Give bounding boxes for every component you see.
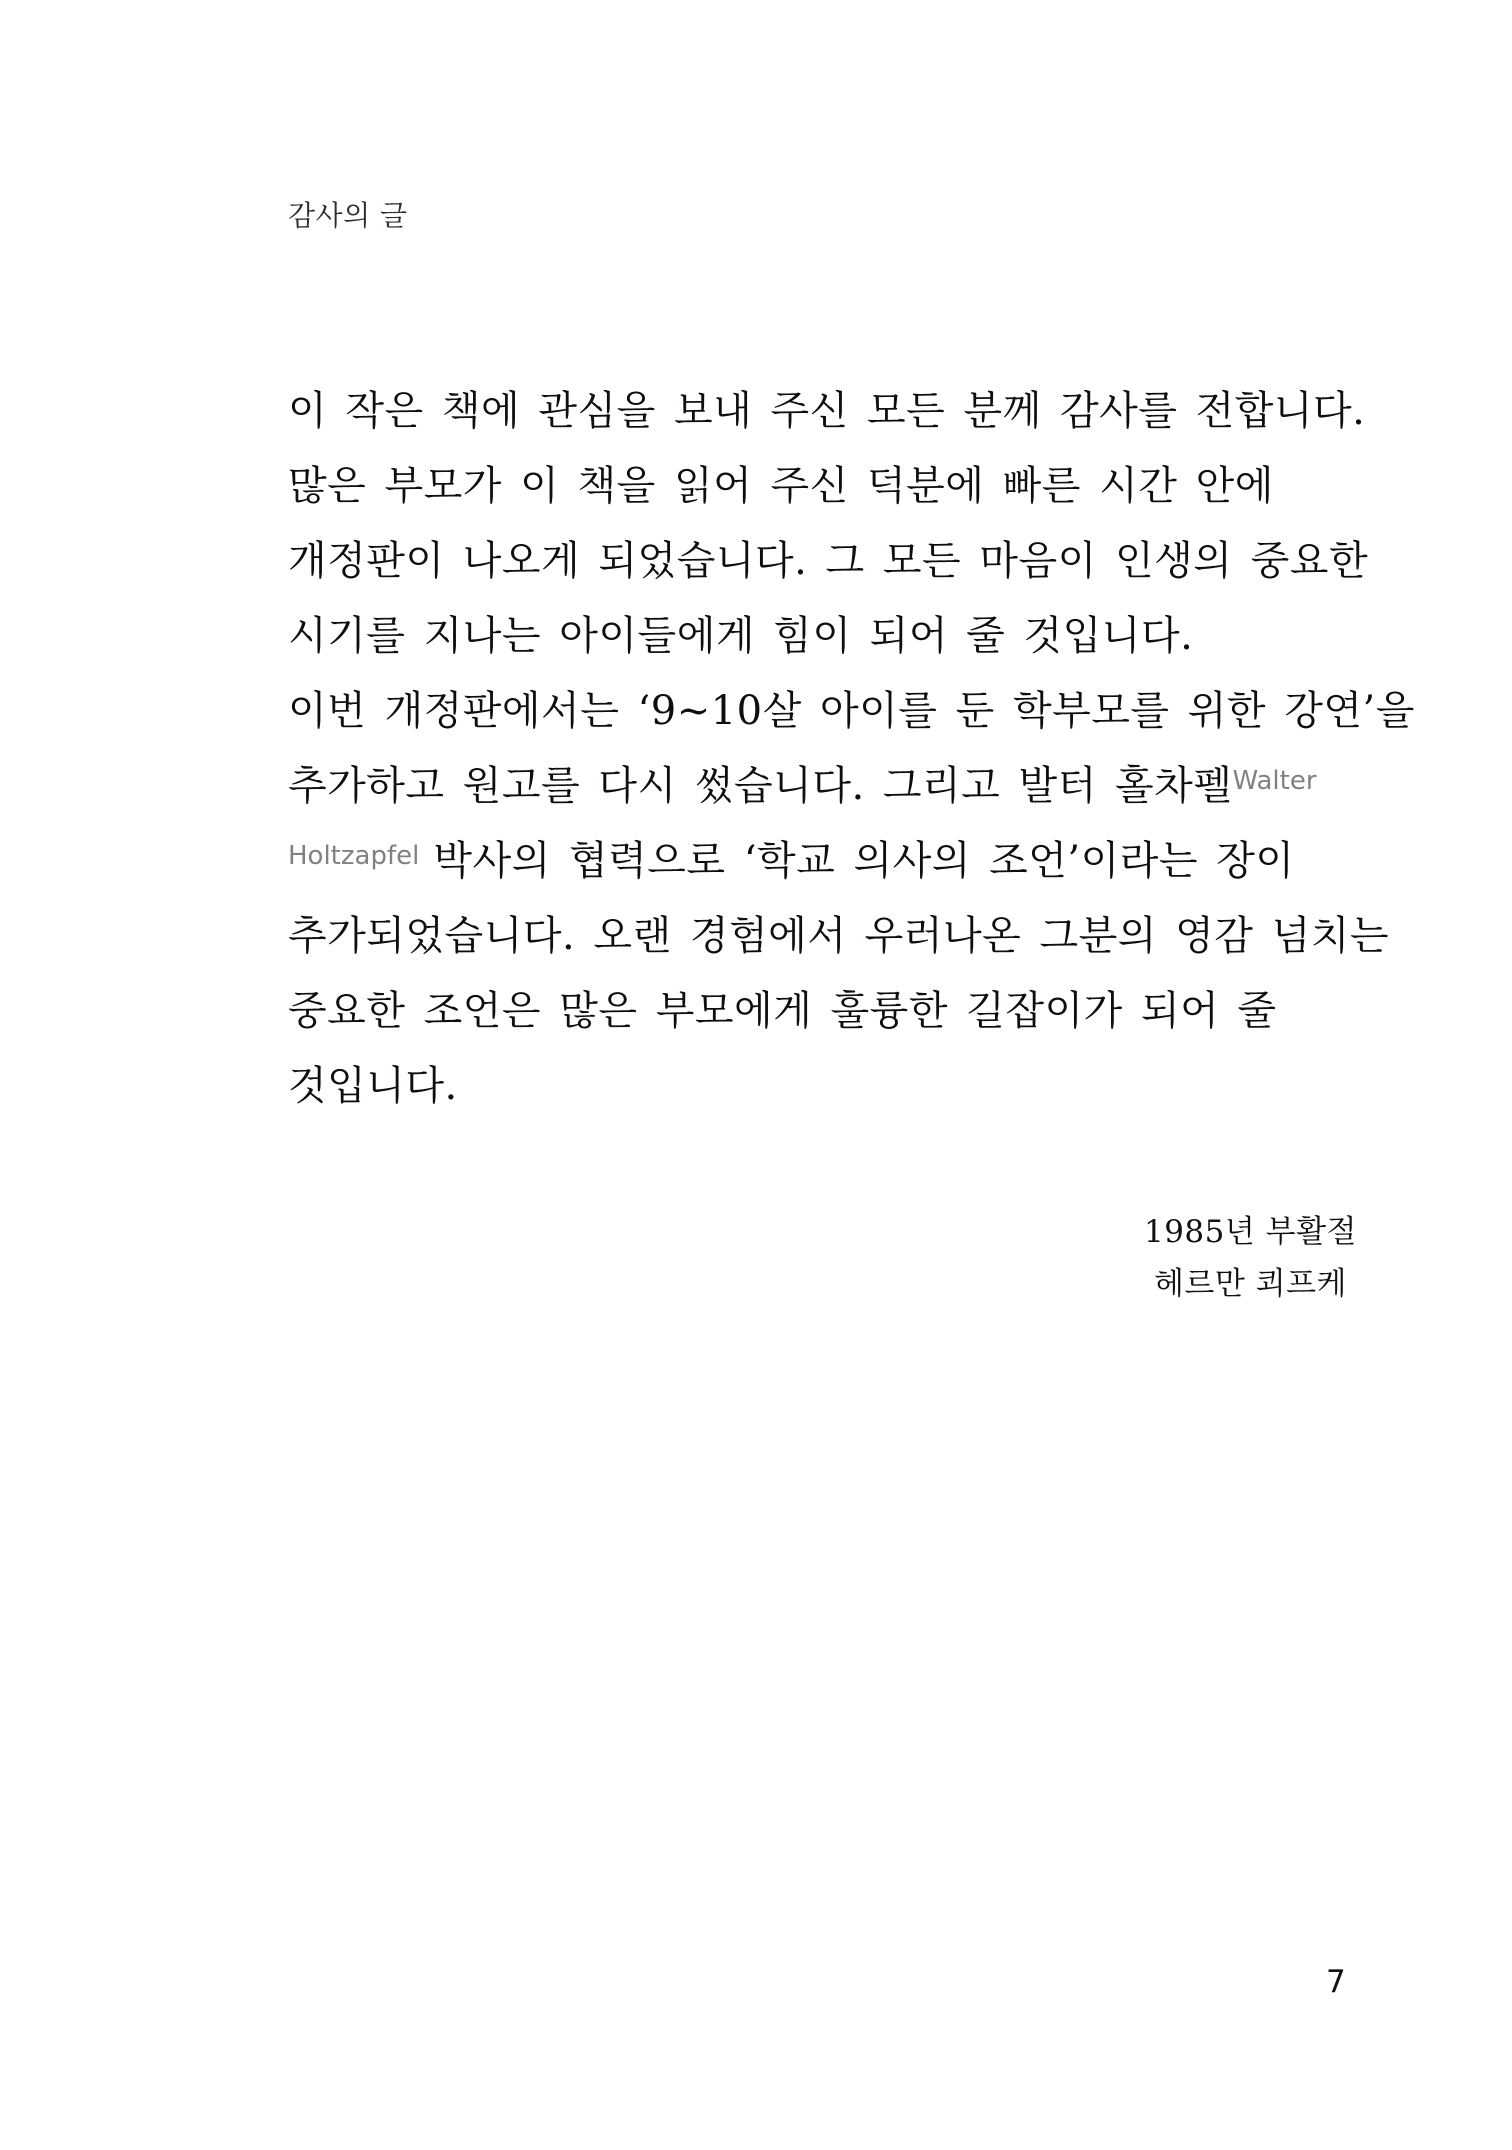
signature-date: 1985년 부활절 <box>1143 1214 1357 1250</box>
line-text: 추가되었습니다. 오랜 경험에서 우러나온 그분의 영감 넘치는 <box>288 913 1390 959</box>
paragraph-line <box>288 674 1415 749</box>
paragraph-line <box>288 374 1388 449</box>
paragraph-line <box>288 899 1388 974</box>
acknowledgment-paragraph <box>288 374 1415 1124</box>
line-text: 중요한 조언은 많은 부모에게 훌륭한 길잡이가 되어 줄 <box>288 988 1277 1034</box>
paragraph-line <box>288 1049 1388 1124</box>
line-text: 것입니다. <box>288 1063 458 1109</box>
paragraph-line <box>288 824 1388 899</box>
signature-author: 헤르만 쾨프케 <box>1153 1266 1347 1302</box>
paragraph-line <box>288 449 1388 524</box>
section-title: 감사의 글 <box>288 199 408 232</box>
line-text: 박사의 협력으로 ‘학교 의사의 조언’이라는 장이 <box>433 838 1295 884</box>
page-number: 7 <box>1326 1964 1346 2000</box>
line-text: 시기를 지나는 아이들에게 힘이 되어 줄 것입니다. <box>288 613 1194 659</box>
paragraph-line <box>288 524 1388 599</box>
paragraph-line <box>288 974 1388 1049</box>
line-text: 개정판이 나오게 되었습니다. 그 모든 마음이 인생의 중요한 <box>288 538 1369 584</box>
paragraph-line <box>288 749 1388 824</box>
signature-block <box>1144 1206 1357 1310</box>
latin-annotation-holtzapfel: Holtzapfel <box>288 841 420 871</box>
paragraph-line <box>288 599 1388 674</box>
line-text: 이번 개정판에서는 ‘9~10살 아이를 둔 학부모를 위한 강연’을 <box>288 688 1415 734</box>
line-text: 이 작은 책에 관심을 보내 주신 모든 분께 감사를 전합니다. <box>288 388 1366 434</box>
line-text: 많은 부모가 이 책을 읽어 주신 덕분에 빠른 시간 안에 <box>288 463 1274 509</box>
line-text: 추가하고 원고를 다시 썼습니다. 그리고 발터 홀차펠 <box>288 763 1233 809</box>
latin-annotation-walter: Walter <box>1232 766 1317 796</box>
